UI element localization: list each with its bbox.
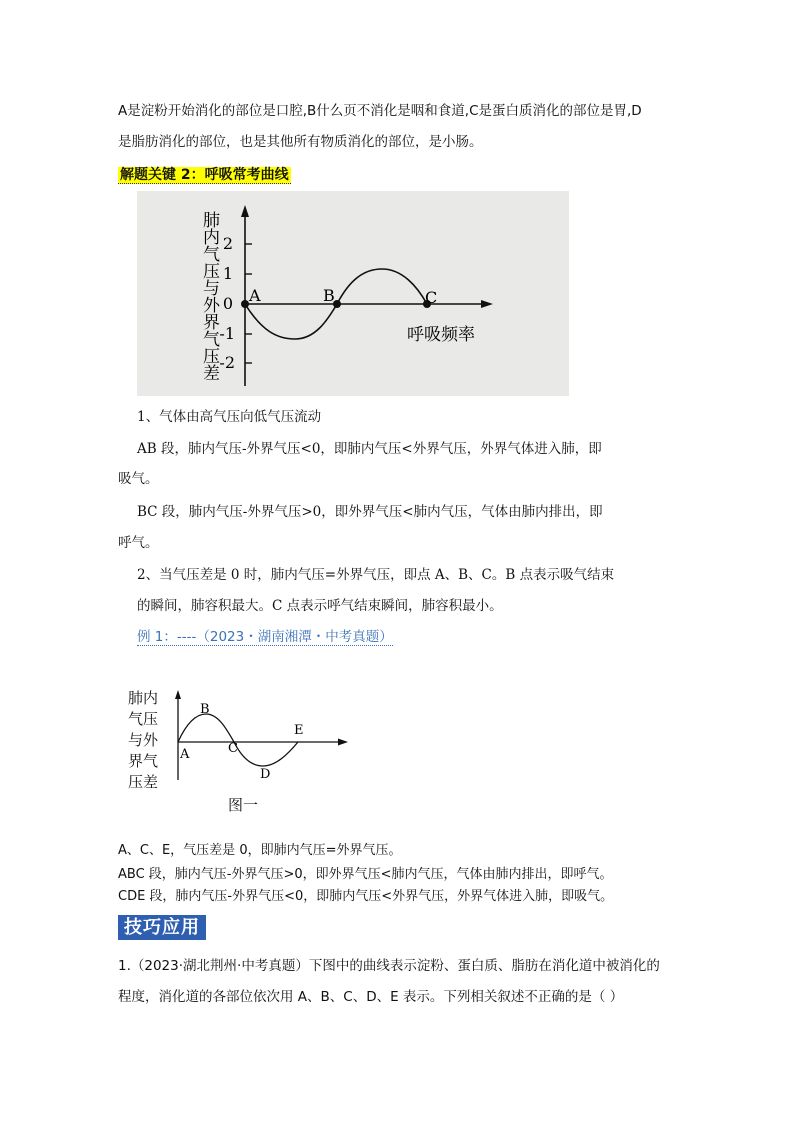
tick-label-m2: -2 bbox=[219, 353, 235, 372]
tick-label-m1: -1 bbox=[219, 324, 235, 343]
key-heading bbox=[118, 164, 291, 184]
point-a-label: A bbox=[249, 286, 261, 305]
y-axis-arrow bbox=[241, 205, 249, 217]
note-bc-line-2: 呼气。 bbox=[118, 535, 159, 551]
question-line-2: 程度，消化道的各部位依次用 A、B、C、D、E 表示。下列相关叙述不正确的是（ ） bbox=[118, 989, 624, 1005]
figure-2-caption: 图一 bbox=[228, 796, 259, 814]
fig2-point-b: B bbox=[200, 702, 210, 717]
fig2-point-d: D bbox=[260, 767, 271, 782]
skills-badge-text: 技巧应用 bbox=[118, 915, 206, 940]
note-ab-line-2: 吸气。 bbox=[118, 471, 159, 487]
example-heading-text: 例 1：----（2023・湖南湘潭・中考真题） bbox=[137, 629, 393, 645]
figure-2 bbox=[118, 680, 358, 820]
tick-label-1: 1 bbox=[222, 264, 233, 283]
question-line-1: 1.（2023·湖北荆州·中考真题）下图中的曲线表示淀粉、蛋白质、脂肪在消化道中被消化的 bbox=[118, 958, 660, 974]
key-heading-text: 解题关键 2：呼吸常考曲线 bbox=[120, 167, 289, 183]
note-2-line-2: 的瞬间，肺容积最大。C 点表示呼气结束瞬间，肺容积最小。 bbox=[137, 598, 503, 614]
y-axis-label: 肺内气压与外界气压差 bbox=[199, 211, 219, 381]
explain-line-3: CDE 段，肺内气压-外界气压<0，即肺内气压<外界气压，外界气体进入肺，即吸气。 bbox=[118, 889, 614, 904]
example-heading bbox=[137, 625, 393, 645]
figure-1-graph bbox=[137, 191, 569, 396]
explain-line-1: A、C、E，气压差是 0，即肺内气压=外界气压。 bbox=[118, 843, 402, 858]
note-2-line-1: 2、当气压差是 0 时，肺内气压=外界气压，即点 A、B、C。B 点表示吸气结束 bbox=[137, 567, 615, 583]
fig2-point-e: E bbox=[294, 723, 304, 738]
fig2-x-arrow bbox=[338, 739, 348, 746]
fig2-curve bbox=[178, 714, 298, 766]
point-b-label: B bbox=[323, 286, 335, 305]
figure-1-photo bbox=[137, 191, 569, 396]
figure-2-y-label-line: 气压 bbox=[128, 710, 159, 728]
figure-2-y-label-line: 肺内 bbox=[128, 689, 159, 707]
skills-badge bbox=[118, 913, 206, 939]
fig2-point-c: C bbox=[228, 741, 238, 756]
intro-line-2: 是脂肪消化的部位，也是其他所有物质消化的部位，是小肠。 bbox=[118, 134, 483, 150]
point-c-label: C bbox=[425, 288, 438, 307]
explain-line-2: ABC 段，肺内气压-外界气压>0，即外界气压<肺内气压，气体由肺内排出，即呼气。 bbox=[118, 867, 613, 882]
tick-label-2: 2 bbox=[222, 234, 233, 253]
figure-2-y-label-line: 界气 bbox=[128, 752, 159, 770]
intro-line-1: A是淀粉开始消化的部位是口腔,B什么页不消化是咽和食道,C是蛋白质消化的部位是胃,D bbox=[118, 103, 642, 119]
figure-2-y-label-line: 与外 bbox=[128, 731, 159, 749]
x-axis-arrow bbox=[481, 300, 493, 308]
figure-2-y-label-line: 压差 bbox=[128, 773, 159, 791]
note-bc-line-1: BC 段，肺内气压-外界气压>0，即外界气压<肺内气压，气体由肺内排出，即 bbox=[137, 504, 603, 520]
note-ab-line-1: AB 段，肺内气压-外界气压<0，即肺内气压<外界气压，外界气体进入肺，即 bbox=[137, 441, 602, 457]
x-axis-label: 呼吸频率 bbox=[407, 325, 475, 345]
tick-label-0: 0 bbox=[222, 294, 233, 313]
point-a-dot bbox=[241, 300, 249, 308]
fig2-y-arrow bbox=[175, 690, 181, 699]
note-1: 1、气体由高气压向低气压流动 bbox=[137, 409, 322, 425]
fig2-point-a: A bbox=[180, 747, 190, 762]
